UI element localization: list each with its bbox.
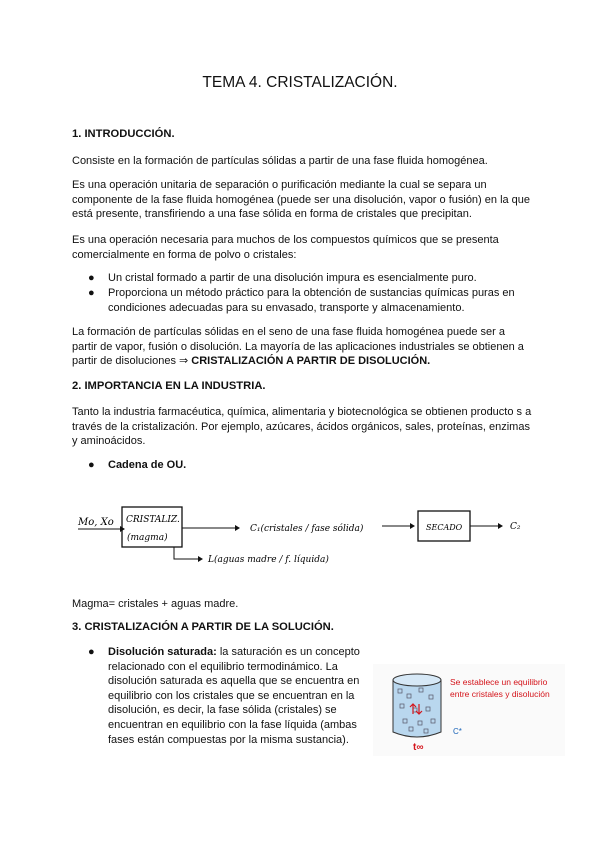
arrow-head-icon: [410, 523, 415, 529]
arrow-branch: [174, 547, 198, 559]
s2-paragraph-1: Tanto la industria farmacéutica, química, alimentaria y biotecnológica se obtienen producto s a través de la cristalización. Por ejemplo, azúcares, ácidos orgánicos, sales, proteínas, enzimas y aminoácidos.: [72, 406, 532, 448]
crystallizer-label: CRISTALIZ.: [126, 515, 180, 525]
s1-paragraph-4: [72, 325, 532, 369]
s1-bullet-2: Proporciona un método práctico para la obtención de sustancias químicas puras en condiciones adecuadas para su envasado, transporte y almacenamiento.: [108, 287, 515, 314]
s1-paragraph-1: Consiste en la formación de partículas sólidas a partir de una fase fluida homogénea.: [72, 155, 488, 167]
s3-definition-text: la saturación es un concepto relacionado con el equilibrio termodinámico. La disolución saturada es aquella que se encuentra en equilibrio con los cristales que se encuentran en la disolución, es decir, la fase sólida (cristales) se encuentran en equilibrio con la fase líquida (ambas fases están compuestas por la misma sustancia).: [108, 646, 360, 746]
process-chain-diagram: [70, 495, 540, 575]
arrow-head-icon: [498, 523, 503, 529]
s2-bullet: Cadena de OU.: [108, 459, 187, 471]
arrow-head-icon: [235, 525, 240, 531]
section-2-heading: 2. IMPORTANCIA EN LA INDUSTRIA.: [72, 380, 266, 392]
crystallizer-sublabel: (magma): [127, 533, 168, 543]
arrow-head-icon: [198, 556, 203, 562]
bullet-icon: ●: [88, 272, 95, 284]
diagram-input-label: Mo, Xo: [78, 517, 114, 528]
time-label: t∞: [413, 742, 424, 753]
section-3-heading: 3. CRISTALIZACIÓN A PARTIR DE LA SOLUCIÓN.: [72, 621, 334, 633]
s3-definition: [108, 645, 368, 747]
page-title: TEMA 4. CRISTALIZACIÓN.: [202, 74, 398, 91]
bullet-icon: ●: [88, 459, 95, 471]
bullet-icon: ●: [88, 287, 95, 299]
bullet-icon: ●: [88, 646, 95, 658]
s1-paragraph-4-text: La formación de partículas sólidas en el seno de una fase fluida homogénea puede ser a partir de vapor, fusión o disolución. La mayoría de las aplicaciones industriales se obtienen a partir de disoluciones ⇒: [72, 326, 524, 368]
diagram-branch-label: L(aguas madre / f. líquida): [208, 555, 329, 565]
s1-bullet-1: Un cristal formado a partir de una disolución impura es esencialmente puro.: [108, 272, 477, 284]
section-1-heading: 1. INTRODUCCIÓN.: [72, 128, 175, 140]
s3-term: Disolución saturada:: [108, 646, 217, 658]
s1-paragraph-3: Es una operación necesaria para muchos de los compuestos químicos que se presenta comercialmente en forma de polvo o cristales:: [72, 234, 499, 261]
s2-magma-note: Magma= cristales + aguas madre.: [72, 598, 239, 610]
diagram-output-label: C₂: [510, 522, 521, 532]
diagram-mid-label: C₁(cristales / fase sólida): [250, 524, 364, 534]
s1-paragraph-4-bold: CRISTALIZACIÓN A PARTIR DE DISOLUCIÓN.: [191, 355, 431, 368]
cstar-label: C*: [453, 727, 462, 736]
beaker-top: [393, 674, 441, 686]
drying-label: SECADO: [426, 523, 463, 532]
figure-caption: Se establece un equilibrio entre cristales y disolución: [450, 677, 550, 699]
s1-paragraph-2: Es una operación unitaria de separación o purificación mediante la cual se separa un componente de la fase fluida homogénea (puede ser una disolución, vapor o fusión) en la que está presente, transfiriendo a una fase sólida en forma de cristales que precipitan.: [72, 179, 531, 221]
